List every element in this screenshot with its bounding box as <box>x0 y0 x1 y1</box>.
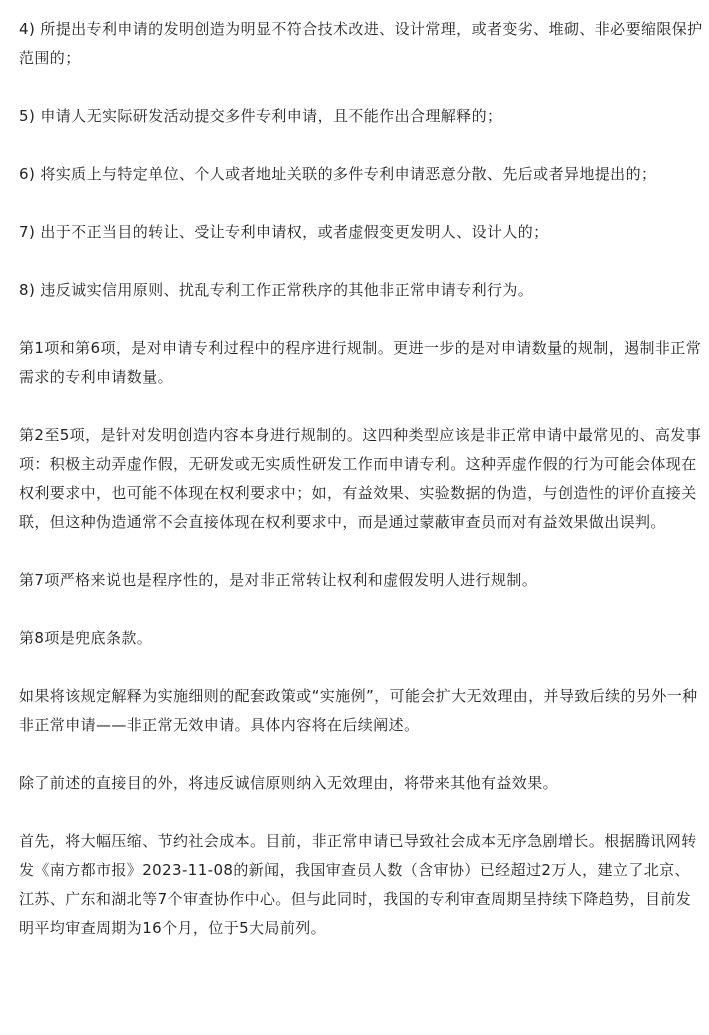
paragraph-other-effects: 除了前述的直接目的外，将违反诚信原则纳入无效理由，将带来其他有益效果。 <box>19 774 559 792</box>
paragraph-items-2-5: 第2至5项，是针对发明创造内容本身进行规制的。这四种类型应该是非正常申请中最常见的、高发事项：积极主动弄虚作假，无研发或无实质性研发工作而申请专利。这种弄虚作假的行为可能会体现在权利要求中，也可能不体现在权利要求中；如，有益效果、实验数据的伪造，与创造性的评价直接关联，但这种伪造通常不会直接体现在权利要求中，而是通过蒙蔽审查员而对有益效果做出误判。 <box>19 426 702 531</box>
paragraph-item-5: 5) 申请人无实际研发活动提交多件专利申请，且不能作出合理解释的； <box>19 107 503 125</box>
paragraph-item-8-note: 第8项是兜底条款。 <box>19 629 153 647</box>
paragraph-first-effect: 首先，将大幅压缩、节约社会成本。目前，非正常申请已导致社会成本无序急剧增长。根据腾讯网转发《南方都市报》2023-11-08的新闻，我国审查员人数（含审协）已经超过2万人，建立了北京、江苏、广东和湖北等7个审查协作中心。但与此同时，我国的专利审查周期呈持续下降趋势，目前发明平均审查周期为16个月，位于5大局前列。 <box>19 832 697 937</box>
paragraph-item-4: 4) 所提出专利申请的发明创造为明显不符合技术改进、设计常理，或者变劣、堆砌、非必要缩限保护范围的； <box>19 20 703 67</box>
paragraph-item-7: 7) 出于不正当目的转让、受让专利申请权，或者虚假变更发明人、设计人的； <box>19 223 549 241</box>
paragraph-items-1-6: 第1项和第6项，是对申请专利过程中的程序进行规制。更进一步的是对申请数量的规制，遏制非正常需求的专利申请数量。 <box>19 339 702 386</box>
paragraph-item-8: 8) 违反诚实信用原则、扰乱专利工作正常秩序的其他非正常申请专利行为。 <box>19 281 534 299</box>
paragraph-interpretation: 如果将该规定解释为实施细则的配套政策或“实施例”，可能会扩大无效理由，并导致后续的另外一种非正常申请——非正常无效申请。具体内容将在后续阐述。 <box>19 687 698 734</box>
paragraph-item-7-note: 第7项严格来说也是程序性的，是对非正常转让权利和虚假发明人进行规制。 <box>19 571 538 589</box>
paragraph-item-6: 6) 将实质上与特定单位、个人或者地址关联的多件专利申请恶意分散、先后或者异地提出的； <box>19 165 657 183</box>
article-body <box>19 15 703 972</box>
